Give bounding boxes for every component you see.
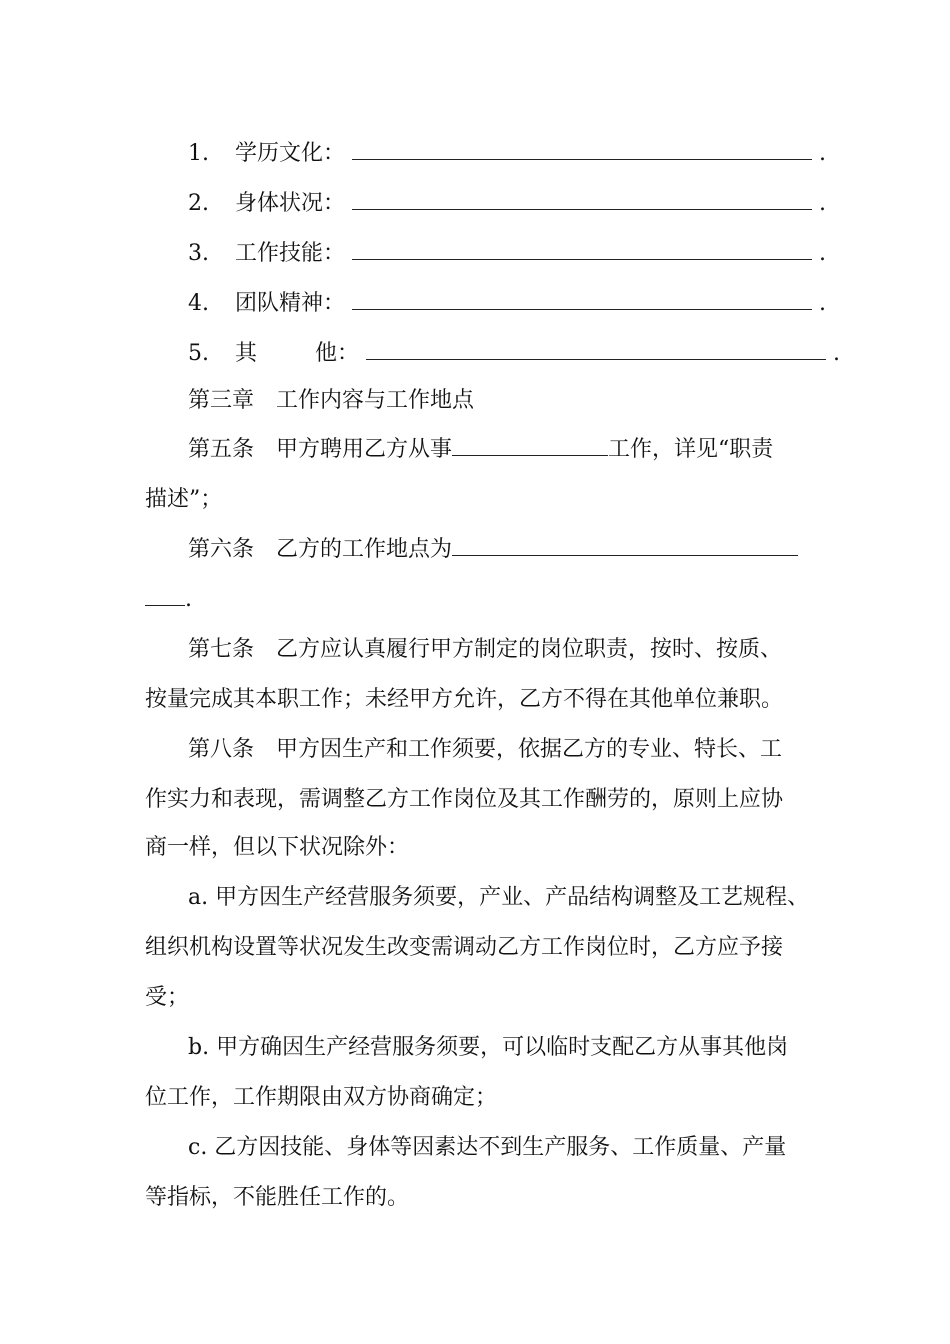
clause-c-line: c. 乙方因技能、身体等因素达不到生产服务、工作质量、产量 [188, 1135, 787, 1160]
clause-b-line: b. 甲方确因生产经营服务须要，可以临时支配乙方从事其他岗 [188, 1035, 789, 1060]
item-2 [188, 189, 826, 219]
item-5 [188, 339, 840, 369]
item-label: 其 [235, 341, 258, 366]
clause-a-line: 受； [145, 985, 190, 1010]
fill-blank[interactable] [352, 239, 812, 260]
fill-blank[interactable] [452, 535, 798, 556]
item-label: 团队精神： [235, 291, 346, 316]
period: . [819, 191, 827, 216]
fill-blank[interactable] [452, 435, 608, 456]
article-7-line: 按量完成其本职工作；未经甲方允许，乙方不得在其他单位兼职。 [145, 687, 784, 712]
clause-c-line: 等指标，不能胜任工作的。 [145, 1185, 410, 1210]
item-label: 他： [315, 341, 360, 366]
period: . [185, 587, 192, 612]
item-label: 学历文化： [235, 141, 346, 166]
article-6-cont [145, 585, 192, 615]
article-8-line: 作实力和表现，需调整乙方工作岗位及其工作酬劳的，原则上应协 [145, 787, 784, 812]
fill-blank[interactable] [352, 189, 812, 210]
fill-blank[interactable] [352, 289, 812, 310]
item-label: 工作技能： [235, 241, 346, 266]
article-5 [188, 435, 773, 465]
article-text: 第五条 甲方聘用乙方从事 [188, 437, 453, 462]
article-7-line: 第七条 乙方应认真履行甲方制定的岗位职责，按时、按质、 [188, 637, 783, 662]
fill-blank[interactable] [352, 139, 812, 160]
period: . [819, 141, 827, 166]
article-8-line: 第八条 甲方因生产和工作须要，依据乙方的专业、特长、工 [188, 737, 783, 762]
item-label: 身体状况： [235, 191, 346, 216]
item-number: 5. [188, 341, 209, 366]
article-8-line: 商一样，但以下状况除外： [145, 835, 410, 860]
item-number: 4. [188, 291, 209, 316]
fill-blank[interactable] [366, 339, 826, 360]
period: . [819, 291, 827, 316]
clause-a-line: 组织机构设置等状况发生改变需调动乙方工作岗位时，乙方应予接 [145, 935, 784, 960]
fill-blank[interactable] [145, 585, 185, 606]
item-4 [188, 289, 826, 319]
clause-a-line: a. 甲方因生产经营服务须要，产业、产品结构调整及工艺规程、 [188, 885, 810, 910]
article-6 [188, 535, 798, 565]
article-text: 工作，详见“职责 [608, 437, 774, 462]
period: . [819, 241, 827, 266]
chapter-heading: 第三章 工作内容与工作地点 [188, 388, 475, 413]
article-5-cont: 描述”； [145, 487, 223, 512]
item-number: 1. [188, 141, 209, 166]
article-text: 第六条 乙方的工作地点为 [188, 537, 453, 562]
item-number: 3. [188, 241, 209, 266]
clause-b-line: 位工作，工作期限由双方协商确定； [145, 1085, 498, 1110]
item-number: 2. [188, 191, 209, 216]
period: . [833, 341, 841, 366]
item-1 [188, 139, 826, 169]
item-3 [188, 239, 826, 269]
